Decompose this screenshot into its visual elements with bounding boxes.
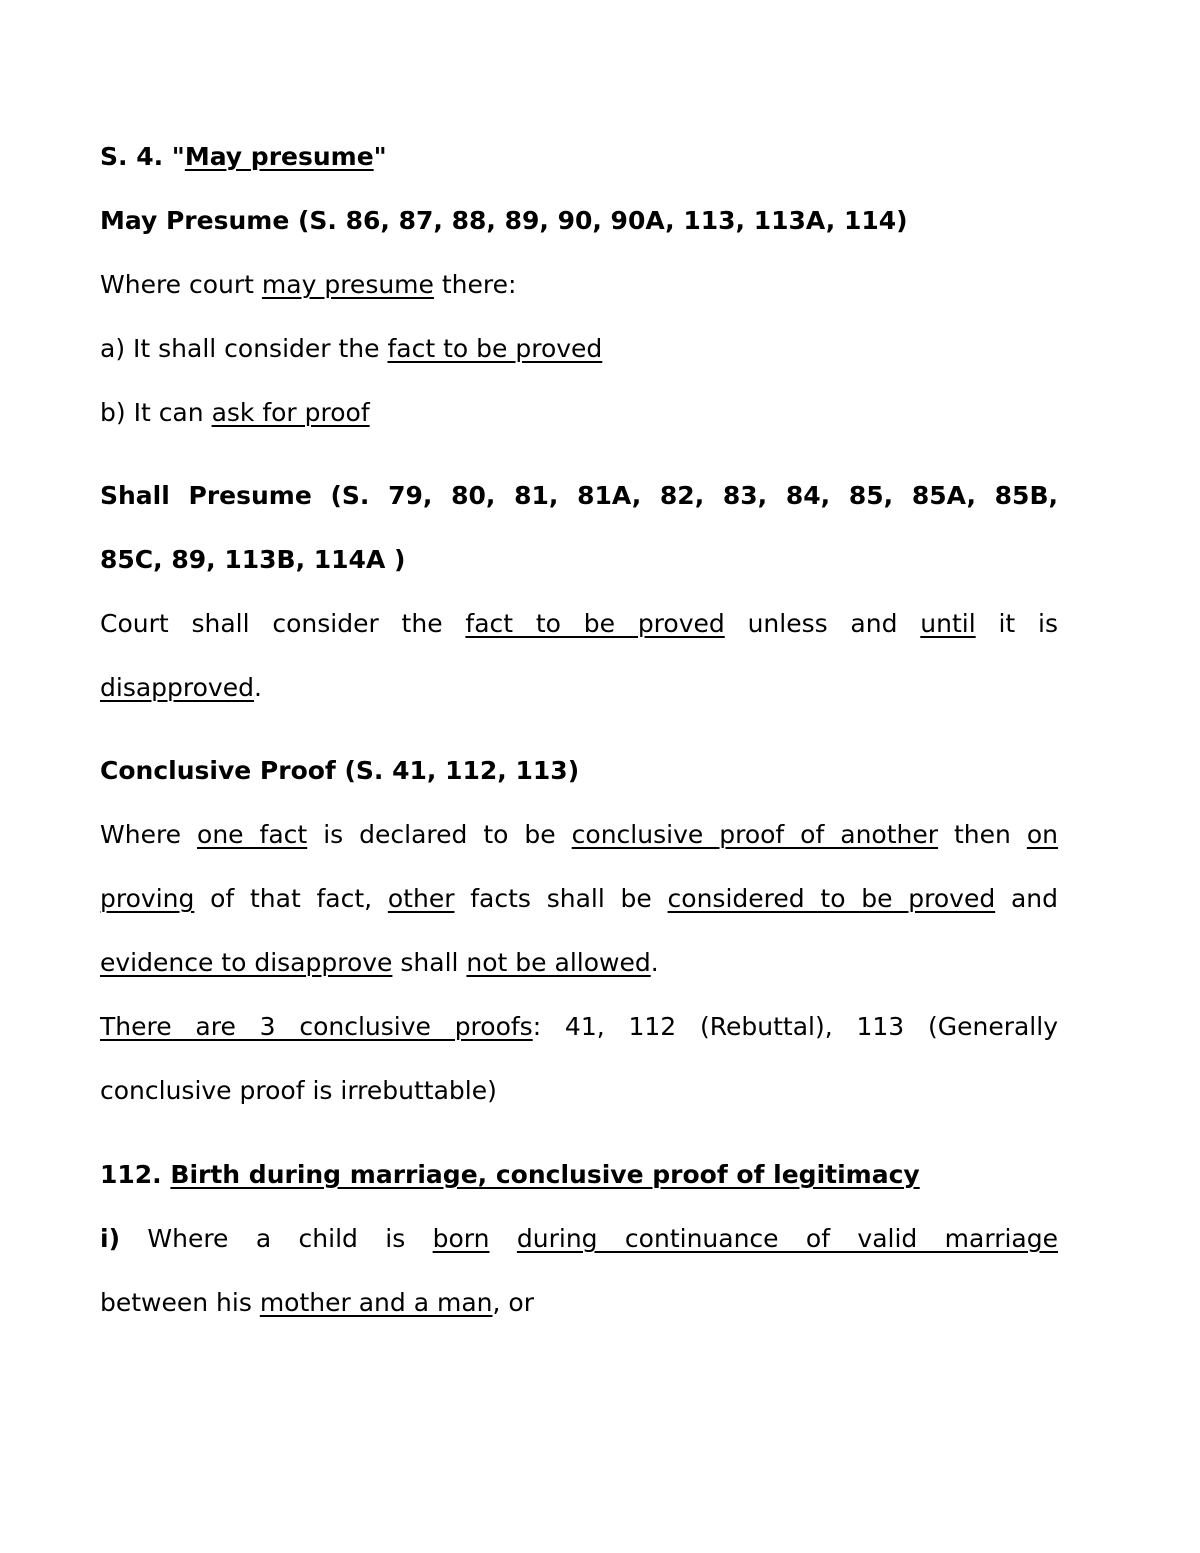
- s112-heading: [100, 1160, 1058, 1190]
- section-number: 112.: [100, 1160, 171, 1189]
- s4-heading: [100, 142, 1058, 172]
- underlined-run: not be allowed: [466, 948, 651, 977]
- conclusive-proof-heading: [100, 756, 1058, 786]
- where-court-line: [100, 270, 1058, 300]
- underlined-run: ask for proof: [211, 398, 370, 427]
- text-run: .: [650, 948, 659, 977]
- item-i-line-2: [100, 1288, 1058, 1318]
- shall-presume-heading-text: 85C, 89, 113B, 114A ): [100, 545, 406, 574]
- disapproved-line: [100, 673, 1058, 703]
- text-run: Where a child is: [120, 1224, 433, 1253]
- court-shall-line: [100, 609, 1058, 639]
- s4-term: May presume: [184, 142, 374, 171]
- underlined-run: considered to be proved: [667, 884, 996, 913]
- where-one-fact-line-3: [100, 948, 1058, 978]
- may-presume-heading: [100, 206, 1058, 236]
- underlined-run: on: [1026, 820, 1058, 849]
- text-run: : 41, 112 (Rebuttal), 113 (Generally: [532, 1012, 1058, 1041]
- text-run: and: [995, 884, 1058, 913]
- text-run: a) It shall consider the: [100, 334, 388, 363]
- text-run: there:: [433, 270, 517, 299]
- three-proofs-line-1: [100, 1012, 1058, 1042]
- text-run: conclusive proof is irrebuttable): [100, 1076, 497, 1105]
- underlined-run: other: [387, 884, 455, 913]
- item-number: i): [100, 1224, 120, 1253]
- item-b-line: [100, 398, 1058, 428]
- underlined-run: during continuance of valid marriage: [516, 1224, 1058, 1253]
- shall-presume-heading-text: Shall Presume (S. 79, 80, 81, 81A, 82, 83, 84, 85, 85A, 85B,: [100, 481, 1058, 510]
- shall-presume-heading-line-1: [100, 481, 1058, 511]
- text-run: facts shall be: [454, 884, 668, 913]
- shall-presume-heading-line-2: [100, 545, 1058, 575]
- underlined-run: conclusive proof of another: [571, 820, 939, 849]
- text-run: b) It can: [100, 398, 212, 427]
- may-presume-heading-text: May Presume (S. 86, 87, 88, 89, 90, 90A, 113, 113A, 114): [100, 206, 908, 235]
- underlined-run: fact to be proved: [387, 334, 603, 363]
- text-run: Court shall consider the: [100, 609, 466, 638]
- underlined-run: evidence to disapprove: [100, 948, 393, 977]
- item-a-line: [100, 334, 1058, 364]
- text-run: [490, 1224, 517, 1253]
- where-one-fact-line-2: [100, 884, 1058, 914]
- text-run: , or: [492, 1288, 534, 1317]
- text-run: Where: [100, 820, 198, 849]
- s4-prefix: S. 4. ": [100, 142, 185, 171]
- text-run: is declared to be: [307, 820, 572, 849]
- underlined-run: until: [920, 609, 976, 638]
- text-run: then: [938, 820, 1027, 849]
- conclusive-proof-heading-text: Conclusive Proof (S. 41, 112, 113): [100, 756, 580, 785]
- s4-suffix: ": [373, 142, 387, 171]
- underlined-run: mother and a man: [259, 1288, 493, 1317]
- underlined-run: one fact: [197, 820, 308, 849]
- where-one-fact-line-1: [100, 820, 1058, 850]
- item-i-line-1: [100, 1224, 1058, 1254]
- text-run: .: [253, 673, 262, 702]
- text-run: of that fact,: [194, 884, 388, 913]
- section-title: Birth during marriage, conclusive proof of legitimacy: [170, 1160, 920, 1189]
- text-run: shall: [392, 948, 467, 977]
- text-run: Where court: [100, 270, 262, 299]
- underlined-run: disapproved: [100, 673, 254, 702]
- underlined-run: fact to be proved: [465, 609, 725, 638]
- text-run: between his: [100, 1288, 260, 1317]
- three-proofs-line-2: [100, 1076, 1058, 1106]
- underlined-run: born: [432, 1224, 490, 1253]
- underlined-run: may presume: [261, 270, 434, 299]
- text-run: it is: [975, 609, 1058, 638]
- underlined-run: proving: [100, 884, 195, 913]
- underlined-run: There are 3 conclusive proofs: [100, 1012, 533, 1041]
- text-run: unless and: [724, 609, 921, 638]
